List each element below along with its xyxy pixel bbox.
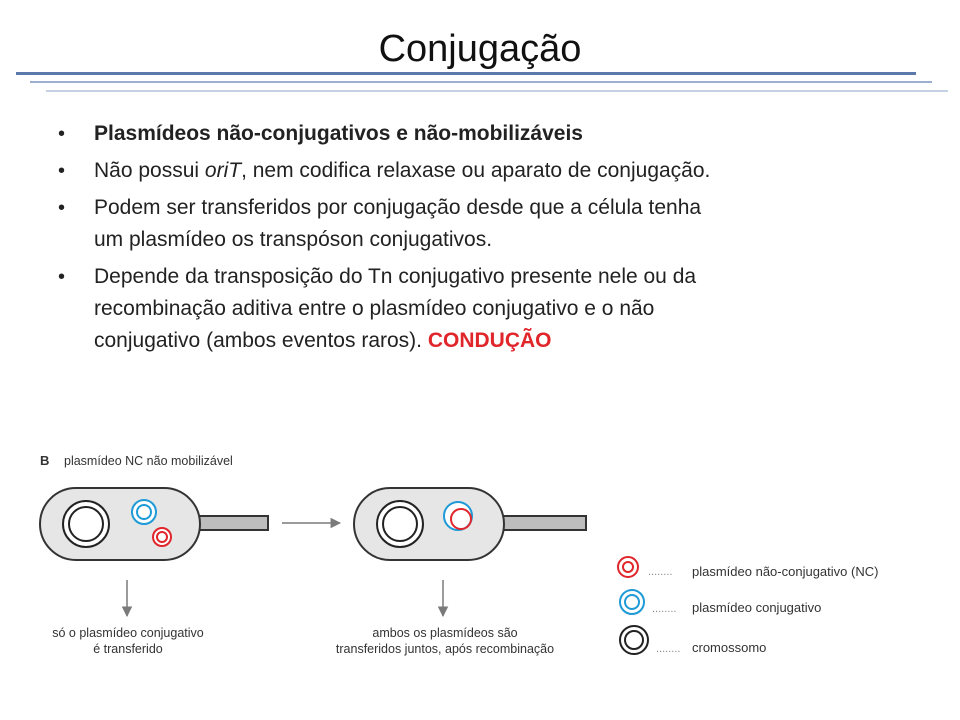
bullet-line-1: Depende da transposição do Tn conjugativo presente nele ou da	[94, 265, 697, 288]
slide-title: Conjugação	[378, 28, 582, 70]
conjugative-plasmid-legend-icon-inner	[625, 595, 639, 609]
bullet-item-3	[58, 192, 888, 256]
conjugation-diagram	[0, 440, 960, 680]
figure-legend	[618, 557, 878, 655]
donor-cell-right	[354, 488, 586, 560]
bullet-marker: •	[58, 160, 66, 182]
chromosome-inner	[69, 507, 103, 541]
panel-letter: B	[40, 453, 50, 468]
right-caption-line-1: ambos os plasmídeos são	[372, 626, 518, 640]
legend-item-conj	[620, 590, 821, 615]
bullet-list	[58, 118, 888, 362]
donor-cell-left	[40, 488, 268, 560]
legend-item-chromosome	[620, 626, 766, 655]
legend-label-nc: plasmídeo não-conjugativo (NC)	[692, 564, 879, 579]
chromosome-legend-icon-inner	[625, 631, 643, 649]
panel-caption: plasmídeo NC não mobilizável	[64, 454, 233, 468]
bullet-item-2	[58, 155, 888, 187]
bullet-line-3: conjugativo (ambos eventos raros).	[94, 329, 428, 352]
legend-label-chromosome: cromossomo	[692, 640, 767, 655]
conjugative-plasmid-inner	[137, 505, 151, 519]
nc-plasmid-inner	[157, 532, 167, 542]
bullet-line-2: recombinação aditiva entre o plasmídeo conjugativo e o não	[94, 297, 655, 320]
legend-label-conj: plasmídeo conjugativo	[692, 600, 822, 615]
conjugation-pilus	[500, 516, 586, 530]
highlight-conducao: CONDUÇÃO	[427, 329, 552, 352]
title-rule-2	[30, 81, 932, 83]
conjugation-pilus	[196, 516, 268, 530]
right-caption-line-2: transferidos juntos, após recombinação	[335, 642, 555, 656]
bullet-text-pre: Não possui	[94, 159, 205, 182]
legend-item-nc	[618, 557, 878, 579]
legend-leader-dots: ........	[656, 643, 681, 655]
left-caption-line-1: só o plasmídeo conjugativo	[52, 626, 204, 640]
conjugation-figure	[0, 440, 960, 680]
title-rule-3	[46, 90, 948, 92]
bullet-marker: •	[58, 266, 66, 288]
chromosome-inner	[383, 507, 417, 541]
legend-leader-dots: ........	[648, 566, 673, 578]
bullet-item-4	[58, 261, 888, 357]
left-caption-line-2: é transferido	[93, 642, 163, 656]
bullet-line-2: um plasmídeo os transpóson conjugativos.	[94, 228, 493, 251]
bullet-marker: •	[58, 123, 66, 145]
bullet-text-post: , nem codifica relaxase ou aparato de conjugação.	[241, 159, 711, 182]
nc-plasmid-legend-icon-inner	[623, 562, 633, 572]
bullet-marker: •	[58, 197, 66, 219]
bullet-line-1: Podem ser transferidos por conjugação desde que a célula tenha	[94, 196, 702, 219]
title-rule-1	[16, 72, 916, 75]
bullet-item-1	[58, 118, 888, 150]
legend-leader-dots: ........	[652, 603, 677, 615]
orit-term: oriT	[204, 159, 242, 182]
bullet-text: Plasmídeos não-conjugativos e não-mobilizáveis	[94, 122, 583, 145]
